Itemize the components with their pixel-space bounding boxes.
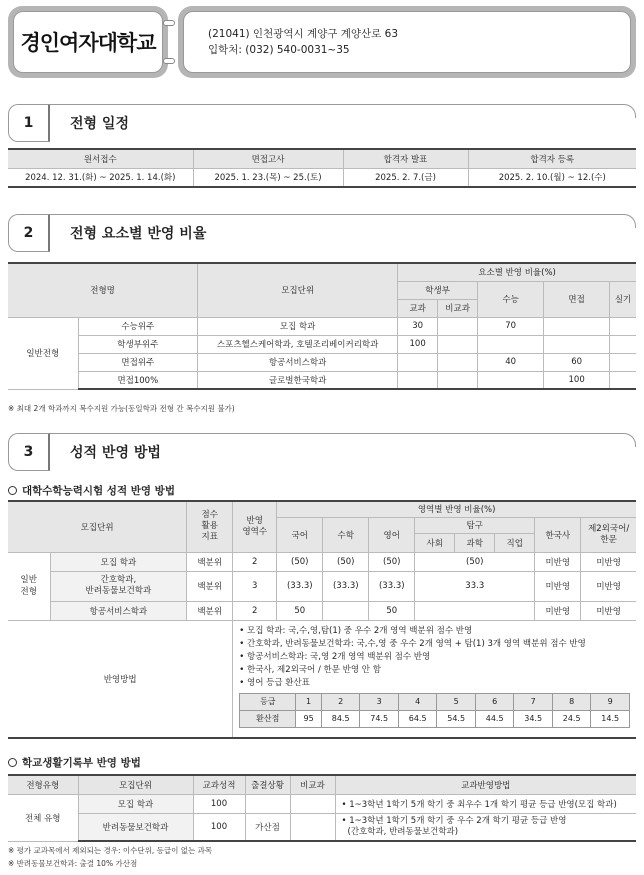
table-cell: 33.3 [415, 571, 535, 601]
table-header: 수능 [478, 281, 544, 317]
table-header: 반영 영역수 [233, 501, 277, 552]
table-header: 교과반영방법 [335, 775, 636, 794]
table-header: 면접고사 [193, 149, 343, 168]
table-header: 합격자 발표 [343, 149, 468, 168]
table-header: 1 [296, 693, 322, 710]
table-header: 요소별 반영 비율(%) [398, 263, 636, 281]
table-header: 2 [321, 693, 360, 710]
table-header: 영어 [369, 517, 415, 552]
table-header: 전형명 [8, 263, 198, 317]
table-header: 모집단위 [78, 775, 193, 794]
table-header: 합격자 등록 [468, 149, 636, 168]
table-cell [323, 601, 369, 620]
table-header: 교과성적 [193, 775, 245, 794]
table-cell: (50) [369, 552, 415, 571]
table-cell: 100 [193, 813, 245, 841]
table-cell: 30 [398, 317, 438, 335]
binder-ring-icon [163, 58, 175, 64]
table-cell [478, 335, 544, 353]
table-cell: 70 [478, 317, 544, 335]
table-cell [544, 335, 610, 353]
table-header: 영역별 반영 비율(%) [277, 501, 636, 517]
table-cell: 24.5 [552, 710, 591, 727]
table-cell [610, 371, 636, 389]
table-header: 9 [591, 693, 630, 710]
table-cell [478, 371, 544, 389]
table-header: 면접 [544, 281, 610, 317]
table-header: 실기 [610, 281, 636, 317]
table-header: 모집단위 [198, 263, 398, 317]
table-cell: 백분위 [187, 552, 233, 571]
table-cell: 백분위 [187, 571, 233, 601]
table-cell: (50) [277, 552, 323, 571]
ratio-table [8, 262, 636, 390]
table-cell [544, 317, 610, 335]
table-cell [610, 317, 636, 335]
table-cell: 학생부위주 [78, 335, 198, 353]
table-cell: 항공서비스학과 [198, 353, 398, 371]
table-cell: 3 [233, 571, 277, 601]
subsection-label: 학교생활기록부 반영 방법 [22, 757, 141, 769]
table-cell: 84.5 [321, 710, 360, 727]
table-cell [438, 335, 478, 353]
table-header: 3 [360, 693, 399, 710]
table-header: 학생부 [398, 281, 478, 299]
table-cell [398, 353, 438, 371]
table-cell: 2 [233, 601, 277, 620]
table-cell [438, 371, 478, 389]
table-header: 8 [552, 693, 591, 710]
table-header: 탐구 [415, 517, 535, 533]
method-line: • 모집 학과: 국,수,영,탐(1) 중 우수 2개 영역 백분위 점수 반영 [239, 625, 473, 636]
circle-bullet-icon [8, 758, 17, 767]
table-header: 모집단위 [8, 501, 187, 552]
table-header: 교과 [398, 299, 438, 317]
table-cell: 44.5 [475, 710, 514, 727]
table-cell: 모집 학과 [78, 794, 193, 813]
table-cell: 34.5 [514, 710, 553, 727]
table-cell: 54.5 [437, 710, 476, 727]
table-cell: 환산점 [240, 710, 296, 727]
table-cell: 미반영 [581, 601, 636, 620]
method-cell [233, 620, 636, 738]
table-cell: 미반영 [581, 571, 636, 601]
table-header: 비교과 [290, 775, 335, 794]
table-cell [245, 794, 290, 813]
table-cell [290, 794, 335, 813]
footnote: ※ 반려동물보건학과: 출결 10% 가산점 [8, 859, 138, 868]
table-cell: 60 [544, 353, 610, 371]
method-line: • 영어 등급 환산표 [239, 677, 310, 688]
header [8, 6, 636, 78]
phone: 입학처: (032) 540-0031~35 [208, 44, 350, 56]
table-cell: 미반영 [535, 601, 581, 620]
table-cell: 2 [233, 552, 277, 571]
method-line: • 항공서비스학과: 국,영 2개 영역 백분위 점수 반영 [239, 651, 431, 662]
table-cell: 2024. 12. 31.(화) ~ 2025. 1. 14.(화) [8, 168, 193, 187]
table-header: 제2외국어/ 한문 [581, 517, 636, 552]
table-cell: (50) [323, 552, 369, 571]
method-line: (간호학과, 반려동물보건학과) [347, 826, 459, 837]
table-cell [438, 317, 478, 335]
table-cell: 100 [398, 335, 438, 353]
table-cell: 반영방법 [8, 620, 233, 738]
address: (21041) 인천광역시 계양구 계양산로 63 [208, 28, 399, 40]
table-header: 한국사 [535, 517, 581, 552]
footnote: ※ 평가 교과목에서 제외되는 경우: 이수단위, 등급이 없는 과목 [8, 846, 213, 855]
table-cell [610, 335, 636, 353]
table-header: 직업 [495, 533, 535, 552]
table-cell: 가산점 [245, 813, 290, 841]
record-table [8, 774, 636, 842]
table-cell: (33.3) [277, 571, 323, 601]
table-cell: 모집 학과 [198, 317, 398, 335]
table-header: 사회 [415, 533, 455, 552]
table-cell: 면접100% [78, 371, 198, 389]
section-number: 3 [8, 433, 50, 471]
table-cell: 미반영 [535, 552, 581, 571]
section-header-3 [8, 433, 636, 471]
table-cell [398, 371, 438, 389]
table-cell: 2025. 1. 23.(목) ~ 25.(토) [193, 168, 343, 187]
table-cell: 글로벌한국학과 [198, 371, 398, 389]
binder-ring-icon [163, 20, 175, 26]
table-cell: 50 [277, 601, 323, 620]
table-header: 출결상황 [245, 775, 290, 794]
grade-conversion-table [239, 693, 630, 728]
section-header-1 [8, 104, 636, 142]
table-cell: 50 [369, 601, 415, 620]
table-cell: 74.5 [360, 710, 399, 727]
section-number: 2 [8, 214, 50, 252]
table-cell: (33.3) [369, 571, 415, 601]
table-cell: 95 [296, 710, 322, 727]
table-cell: 2025. 2. 7.(금) [343, 168, 468, 187]
subsection-title [8, 483, 175, 498]
table-cell: 100 [193, 794, 245, 813]
school-name: 경인여자대학교 [20, 31, 156, 55]
method-line: • 한국사, 제2외국어 / 한문 반영 안 함 [239, 664, 381, 675]
footnote: ※ 최대 2개 학과까지 복수지원 가능(동일학과 전형 간 복수지원 불가) [8, 404, 235, 413]
logo-frame [8, 6, 168, 78]
table-cell: • 1~3학년 1학기 5개 학기 중 최우수 1개 학기 평균 등급 반영(모집 학과) [335, 794, 636, 813]
table-cell: 64.5 [398, 710, 437, 727]
table-cell: 항공서비스학과 [50, 601, 187, 620]
csat-table [8, 500, 636, 739]
subsection-title [8, 755, 141, 770]
method-line: • 간호학과, 반려동물보건학과: 국,수,영 중 우수 2개 영역 + 탐(1) 3개 영역 백분위 점수 반영 [239, 638, 586, 649]
table-cell: 미반영 [535, 571, 581, 601]
section-title: 전형 요소별 반영 비율 [70, 226, 207, 242]
table-header: 점수 활용 지표 [187, 501, 233, 552]
table-header: 국어 [277, 517, 323, 552]
table-header: 원서접수 [8, 149, 193, 168]
table-cell [415, 601, 535, 620]
table-cell [438, 353, 478, 371]
table-cell: 40 [478, 353, 544, 371]
table-cell: 백분위 [187, 601, 233, 620]
table-header: 7 [514, 693, 553, 710]
table-cell: 일반전형 [8, 317, 78, 389]
table-header: 전형유형 [8, 775, 78, 794]
subsection-label: 대학수학능력시험 성적 반영 방법 [22, 485, 175, 497]
table-cell: 2025. 2. 10.(월) ~ 12.(수) [468, 168, 636, 187]
table-header: 수학 [323, 517, 369, 552]
table-cell [610, 353, 636, 371]
table-header: 비교과 [438, 299, 478, 317]
section-title: 성적 반영 방법 [70, 445, 161, 461]
section-header-2 [8, 214, 636, 252]
table-cell: 간호학과, 반려동물보건학과 [50, 571, 187, 601]
contact-frame [178, 6, 636, 78]
table-cell [290, 813, 335, 841]
table-cell: 모집 학과 [50, 552, 187, 571]
section-title: 전형 일정 [70, 116, 129, 132]
table-cell: (33.3) [323, 571, 369, 601]
table-header: 5 [437, 693, 476, 710]
table-cell: 100 [544, 371, 610, 389]
method-line: • 1~3학년 1학기 5개 학기 중 우수 2개 학기 평균 등급 반영 [341, 815, 567, 826]
table-cell: 14.5 [591, 710, 630, 727]
table-header: 6 [475, 693, 514, 710]
table-cell: 수능위주 [78, 317, 198, 335]
schedule-table [8, 148, 636, 188]
table-cell: 일반 전형 [8, 552, 50, 620]
table-cell: 면접위주 [78, 353, 198, 371]
table-cell: 반려동물보건학과 [78, 813, 193, 841]
circle-bullet-icon [8, 486, 17, 495]
table-cell: 스포츠헬스케어학과, 호텔조리베이커리학과 [198, 335, 398, 353]
table-cell: 전체 유형 [8, 794, 78, 841]
table-cell: (50) [415, 552, 535, 571]
section-number: 1 [8, 104, 50, 142]
table-cell [335, 813, 636, 841]
table-header: 4 [398, 693, 437, 710]
table-header: 등급 [240, 693, 296, 710]
table-cell: 미반영 [581, 552, 636, 571]
table-header: 과학 [455, 533, 495, 552]
